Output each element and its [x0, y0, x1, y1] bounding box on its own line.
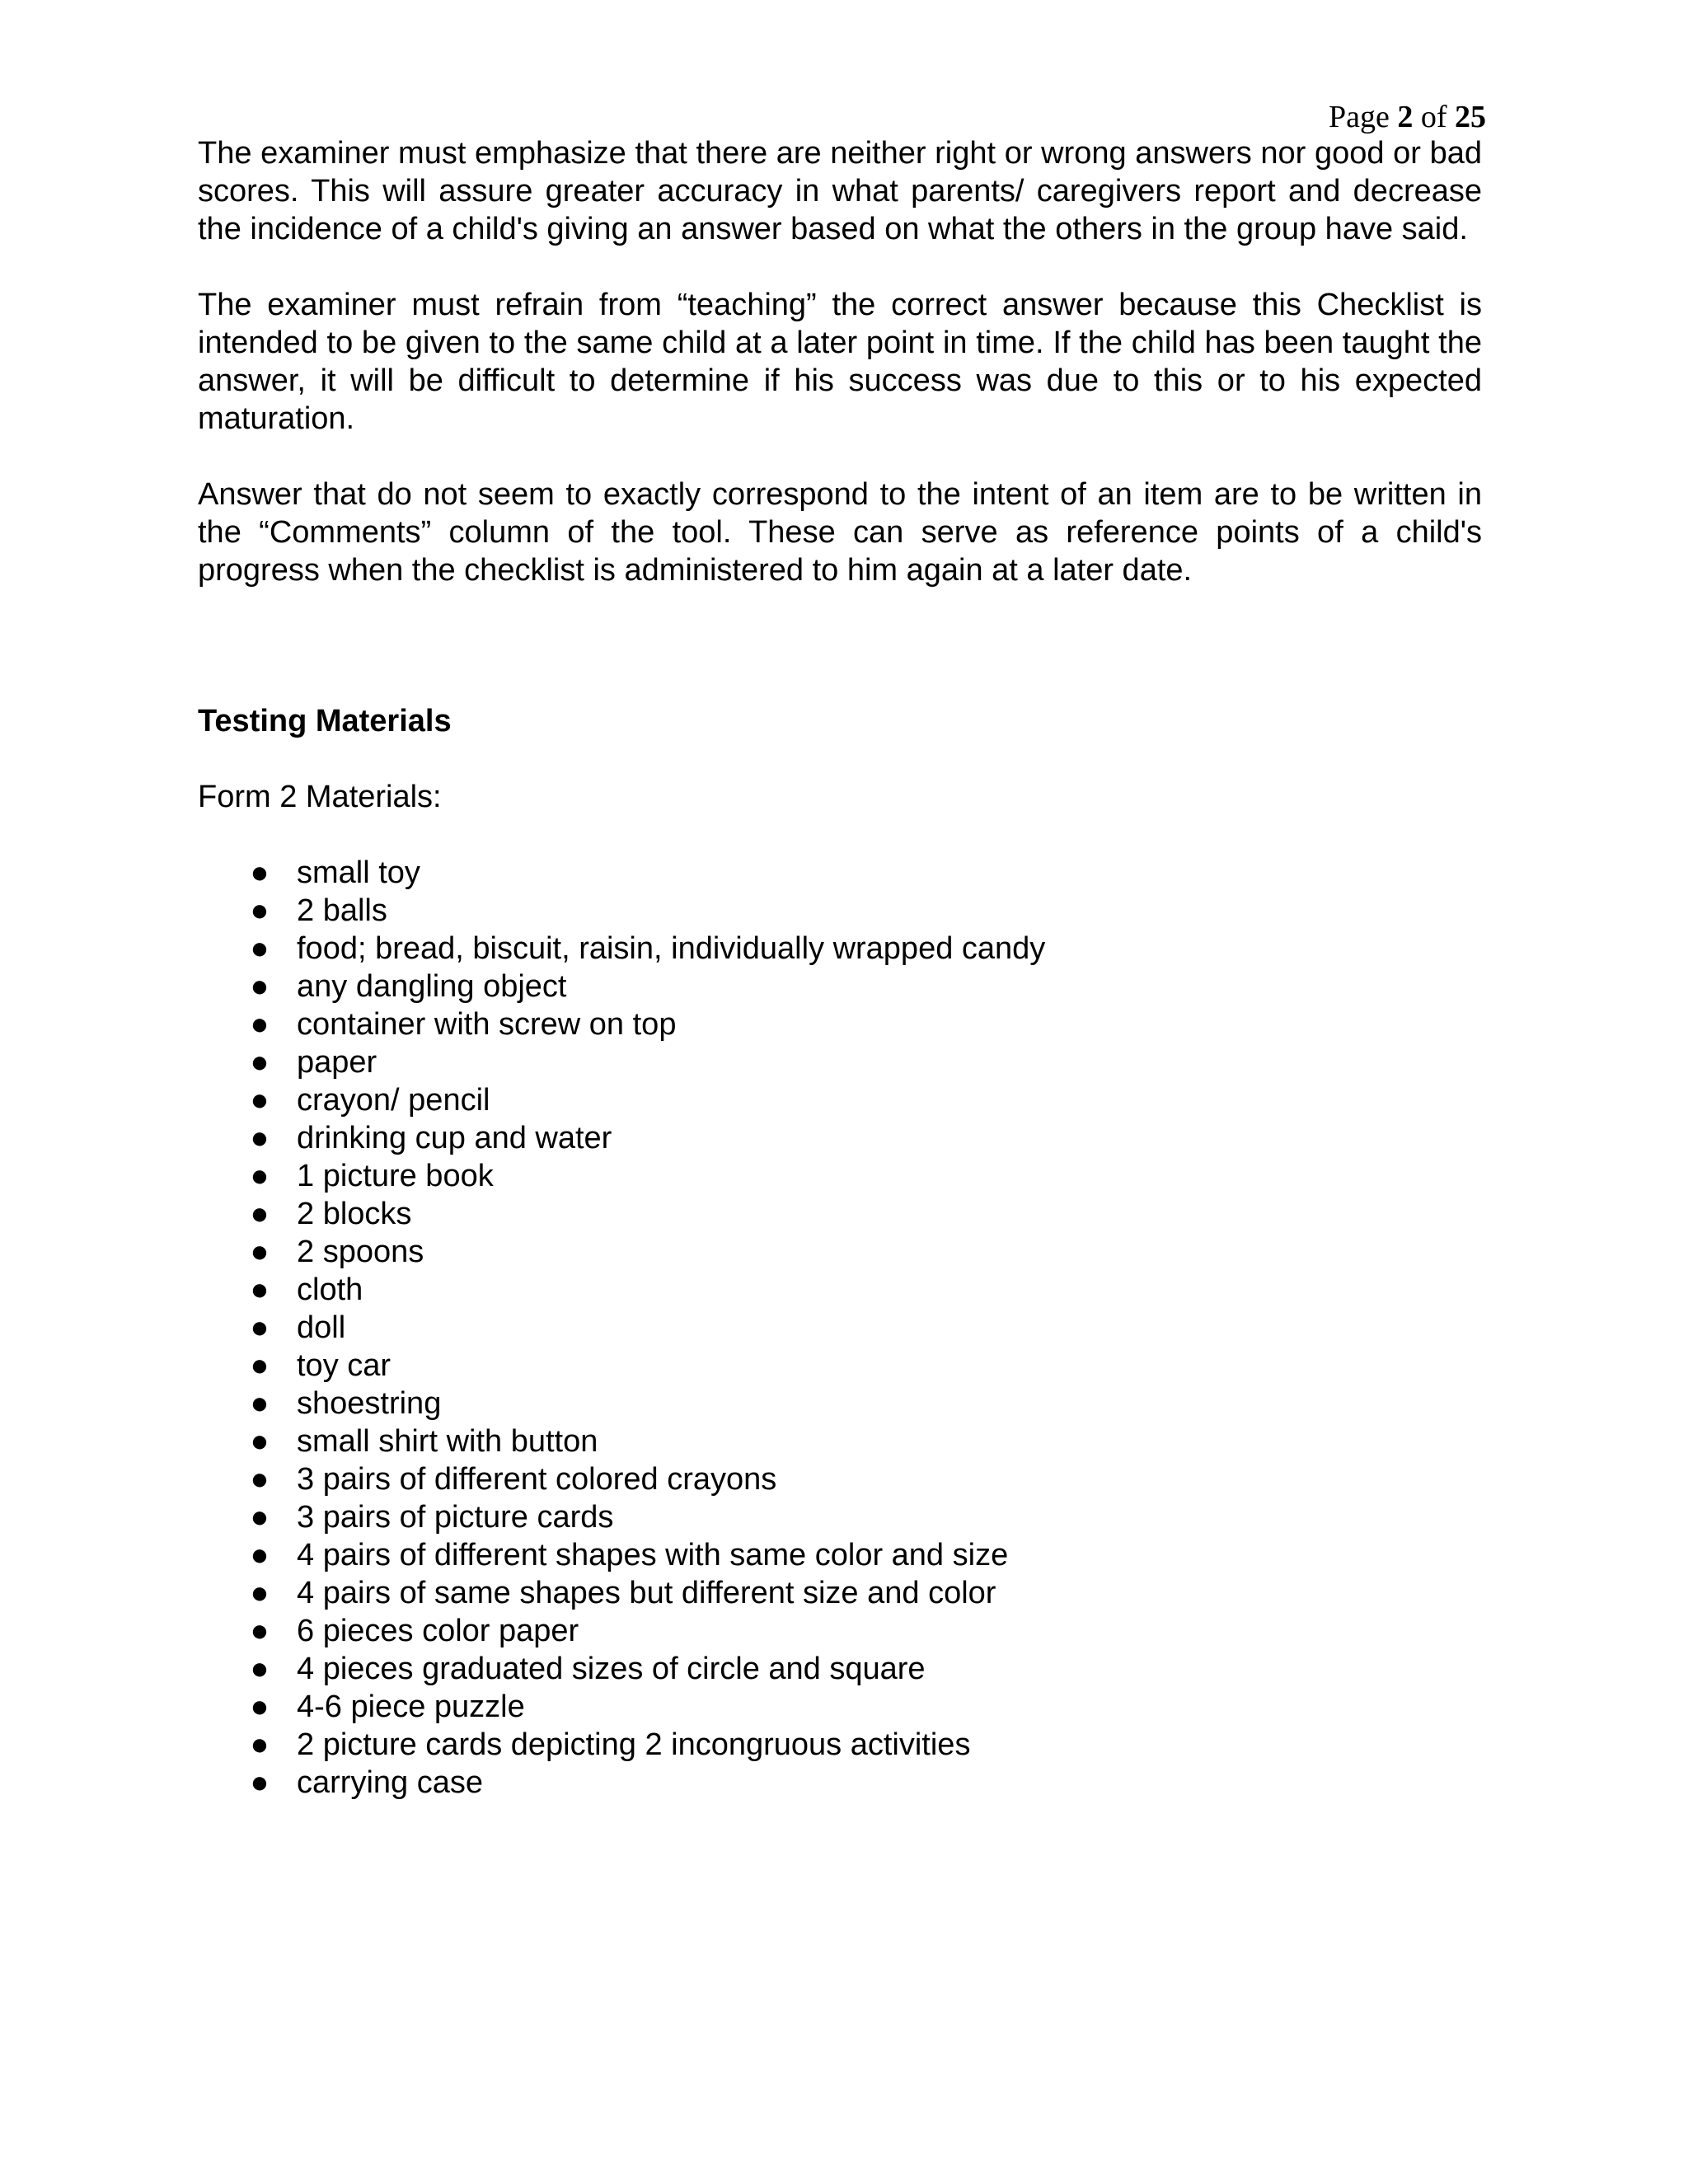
bullet-icon: ●: [250, 1576, 270, 1610]
list-item-label: 3 pairs of picture cards: [297, 1500, 614, 1535]
list-item-label: 4 pairs of same shapes but different size and color: [297, 1576, 996, 1610]
bullet-icon: ●: [250, 1690, 270, 1724]
page-number: [1329, 97, 1486, 137]
list-item-label: any dangling object: [297, 969, 567, 1004]
bullet-icon: ●: [250, 1272, 270, 1307]
list-item-label: 3 pairs of different colored crayons: [297, 1462, 777, 1497]
list-item-label: 2 blocks: [297, 1197, 412, 1231]
list-item: [198, 1536, 1482, 1574]
list-item-label: crayon/ pencil: [297, 1083, 490, 1118]
list-item-label: small shirt with button: [297, 1424, 598, 1459]
list-item: [198, 1043, 1482, 1081]
paragraph-no-teaching: The examiner must refrain from “teaching” the correct answer because this Checklist is intended to be given to the same child at a later point in time. If the child has been taught the answer, it will be difficult to determine if his success was due to this or to his expected maturation.: [198, 288, 1482, 436]
list-item: [198, 1650, 1482, 1688]
list-item-label: 1 picture book: [297, 1159, 494, 1193]
list-item-label: 2 balls: [297, 893, 387, 928]
bullet-icon: ●: [250, 1083, 270, 1118]
list-item-label: carrying case: [297, 1765, 483, 1800]
bullet-icon: ●: [250, 1765, 270, 1800]
list-item: [198, 1347, 1482, 1385]
bullet-icon: ●: [250, 855, 270, 890]
bullet-icon: ●: [250, 931, 270, 966]
list-item: [198, 1195, 1482, 1233]
bullet-icon: ●: [250, 1159, 270, 1193]
bullet-icon: ●: [250, 1462, 270, 1497]
list-item-label: toy car: [297, 1348, 392, 1383]
materials-list: [198, 854, 1482, 1802]
bullet-icon: ●: [250, 893, 270, 928]
list-item: [198, 968, 1482, 1005]
list-item: [198, 930, 1482, 968]
list-item: [198, 1005, 1482, 1043]
page-current: 2: [1397, 100, 1414, 134]
list-item: [198, 892, 1482, 930]
list-item: [198, 1726, 1482, 1764]
list-item: [198, 1081, 1482, 1119]
bullet-icon: ●: [250, 1538, 270, 1572]
list-item: [198, 854, 1482, 892]
list-item: [198, 1764, 1482, 1802]
list-item: [198, 1309, 1482, 1347]
list-item-label: 2 picture cards depicting 2 incongruous activities: [297, 1727, 971, 1762]
list-item-label: 4 pieces graduated sizes of circle and square: [297, 1652, 926, 1686]
list-item: [198, 1612, 1482, 1650]
bullet-icon: ●: [250, 1727, 270, 1762]
list-item-label: cloth: [297, 1272, 363, 1307]
list-item: [198, 1157, 1482, 1195]
list-item: [198, 1460, 1482, 1498]
bullet-icon: ●: [250, 1235, 270, 1269]
list-item-label: container with screw on top: [297, 1007, 677, 1042]
list-item-label: 4 pairs of different shapes with same color and size: [297, 1538, 1009, 1572]
page-label: Page: [1328, 100, 1390, 134]
bullet-icon: ●: [250, 1310, 270, 1345]
page-total: 25: [1455, 100, 1486, 134]
bullet-icon: ●: [250, 1197, 270, 1231]
page-content: [198, 134, 1482, 1802]
list-item-label: 6 pieces color paper: [297, 1614, 579, 1648]
list-item-label: doll: [297, 1310, 346, 1345]
page-of: of: [1420, 100, 1447, 134]
list-item-label: 2 spoons: [297, 1235, 424, 1269]
bullet-icon: ●: [250, 1386, 270, 1421]
bullet-icon: ●: [250, 1045, 270, 1080]
list-item-label: small toy: [297, 855, 420, 890]
list-item-label: drinking cup and water: [297, 1121, 612, 1155]
list-item-label: paper: [297, 1045, 377, 1080]
bullet-icon: ●: [250, 1652, 270, 1686]
list-item: [198, 1422, 1482, 1460]
list-item-label: food; bread, biscuit, raisin, individually wrapped candy: [297, 931, 1046, 966]
list-item: [198, 1498, 1482, 1536]
list-item-label: shoestring: [297, 1386, 442, 1421]
bullet-icon: ●: [250, 1500, 270, 1535]
list-item: [198, 1119, 1482, 1157]
section-subtitle: Form 2 Materials:: [198, 780, 442, 814]
list-item: [198, 1385, 1482, 1422]
bullet-icon: ●: [250, 969, 270, 1004]
list-item: [198, 1233, 1482, 1271]
list-item-label: 4-6 piece puzzle: [297, 1690, 525, 1724]
paragraph-comments: Answer that do not seem to exactly correspond to the intent of an item are to be written in the “Comments” column of the tool. These can serve as reference points of a child's progress when the checklist is administered to him again at a later date.: [198, 477, 1482, 588]
bullet-icon: ●: [250, 1348, 270, 1383]
bullet-icon: ●: [250, 1424, 270, 1459]
list-item: [198, 1688, 1482, 1726]
bullet-icon: ●: [250, 1121, 270, 1155]
section-title: Testing Materials: [198, 704, 452, 738]
paragraph-no-right-wrong: The examiner must emphasize that there are neither right or wrong answers nor good or bad scores. This will assure greater accuracy in what parents/ caregivers report and decrease the incidence of a child's giving an answer based on what the others in the group have said.: [198, 136, 1482, 246]
bullet-icon: ●: [250, 1614, 270, 1648]
bullet-icon: ●: [250, 1007, 270, 1042]
list-item: [198, 1574, 1482, 1612]
list-item: [198, 1271, 1482, 1309]
